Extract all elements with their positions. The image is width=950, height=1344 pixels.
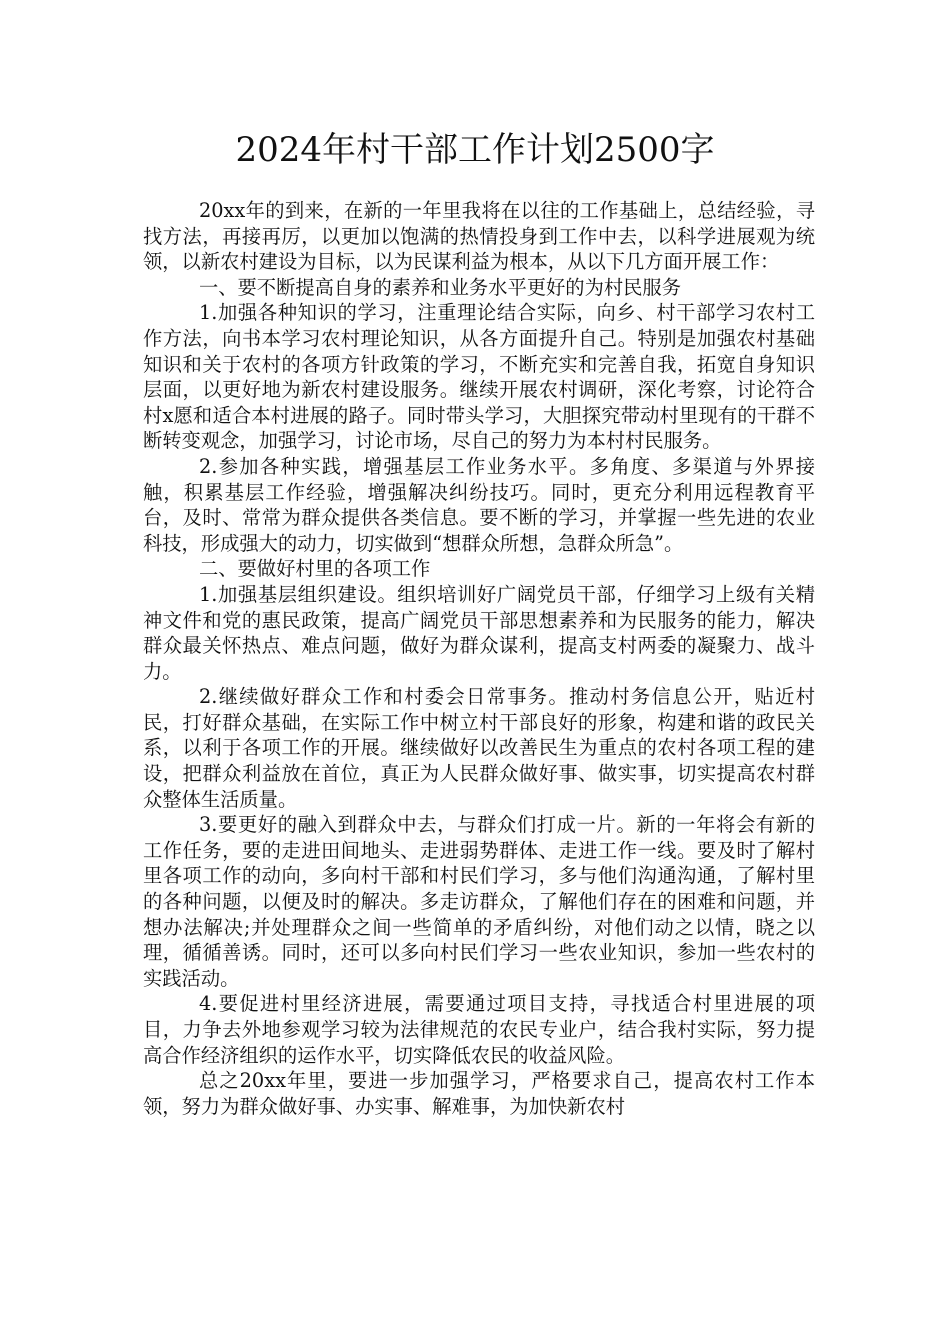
paragraph-2-3: 3.要更好的融入到群众中去，与群众们打成一片。新的一年将会有新的工作任务，要的走进田间地头、走进弱势群体、走进工作一线。要及时了解村里各项工作的动向，多向村干部和村民们学习，多与他们沟通沟通，了解村里的各种问题，以便及时的解决。多走访群众，了解他们存在的困难和问题，并想办法解决;并处理群众之间一些简单的矛盾纠纷，对他们动之以情，晓之以理，循循善诱。同时，还可以多向村民们学习一些农业知识，参加一些农村的实践活动。 [143, 813, 815, 990]
paragraph-intro: 20xx年的到来，在新的一年里我将在以往的工作基础上，总结经验，寻找方法，再接再厉，以更加以饱满的热情投身到工作中去，以科学进展观为统领，以新农村建设为目标，以为民谋利益为根本，从以下几方面开展工作： [143, 199, 815, 274]
paragraph-2-2: 2.继续做好群众工作和村委会日常事务。推动村务信息公开，贴近村民，打好群众基础，在实际工作中树立村干部良好的形象，构建和谐的政民关系，以利于各项工作的开展。继续做好以改善民生为重点的农村各项工程的建设，把群众利益放在首位，真正为人民群众做好事、做实事，切实提高农村群众整体生活质量。 [143, 685, 815, 811]
paragraph-1-1: 1.加强各种知识的学习，注重理论结合实际，向乡、村干部学习农村工作方法，向书本学习农村理论知识，从各方面提升自己。特别是加强农村基础知识和关于农村的各项方针政策的学习，不断充实和完善自我，拓宽自身知识层面，以更好地为新农村建设服务。继续开展农村调研，深化考察，讨论符合村x愿和适合本村进展的路子。同时带头学习，大胆探究带动村里现有的干群不断转变观念，加强学习，讨论市场，尽自己的努力为本村村民服务。 [143, 301, 815, 453]
section-heading-2: 二、要做好村里的各项工作 [198, 557, 431, 581]
section-heading-1: 一、要不断提高自身的素养和业务水平更好的为村民服务 [198, 275, 681, 299]
paragraph-2-4: 4.要促进村里经济进展，需要通过项目支持，寻找适合村里进展的项目，力争去外地参观学习较为法律规范的农民专业户，结合我村实际，努力提高合作经济组织的运作水平，切实降低农民的收益风险。 [143, 992, 815, 1067]
document-body [143, 198, 815, 1119]
paragraph-1-2: 2.参加各种实践，增强基层工作业务水平。多角度、多渠道与外界接触，积累基层工作经验，增强解决纠纷技巧。同时，更充分利用远程教育平台，及时、常常为群众提供各类信息。要不断的学习，并掌握一些先进的农业科技，形成强大的动力，切实做到“想群众所想，急群众所急”。 [143, 454, 815, 555]
document-title: 2024年村干部工作计划2500字 [235, 130, 715, 170]
paragraph-summary: 总之20xx年里，要进一步加强学习，严格要求自己，提高农村工作本领，努力为群众做好事、办实事、解难事，为加快新农村 [143, 1069, 815, 1118]
paragraph-2-1: 1.加强基层组织建设。组织培训好广阔党员干部，仔细学习上级有关精神文件和党的惠民政策，提高广阔党员干部思想素养和为民服务的能力，解决群众最关怀热点、难点问题，做好为群众谋利，提高支村两委的凝聚力、战斗力。 [143, 582, 815, 683]
